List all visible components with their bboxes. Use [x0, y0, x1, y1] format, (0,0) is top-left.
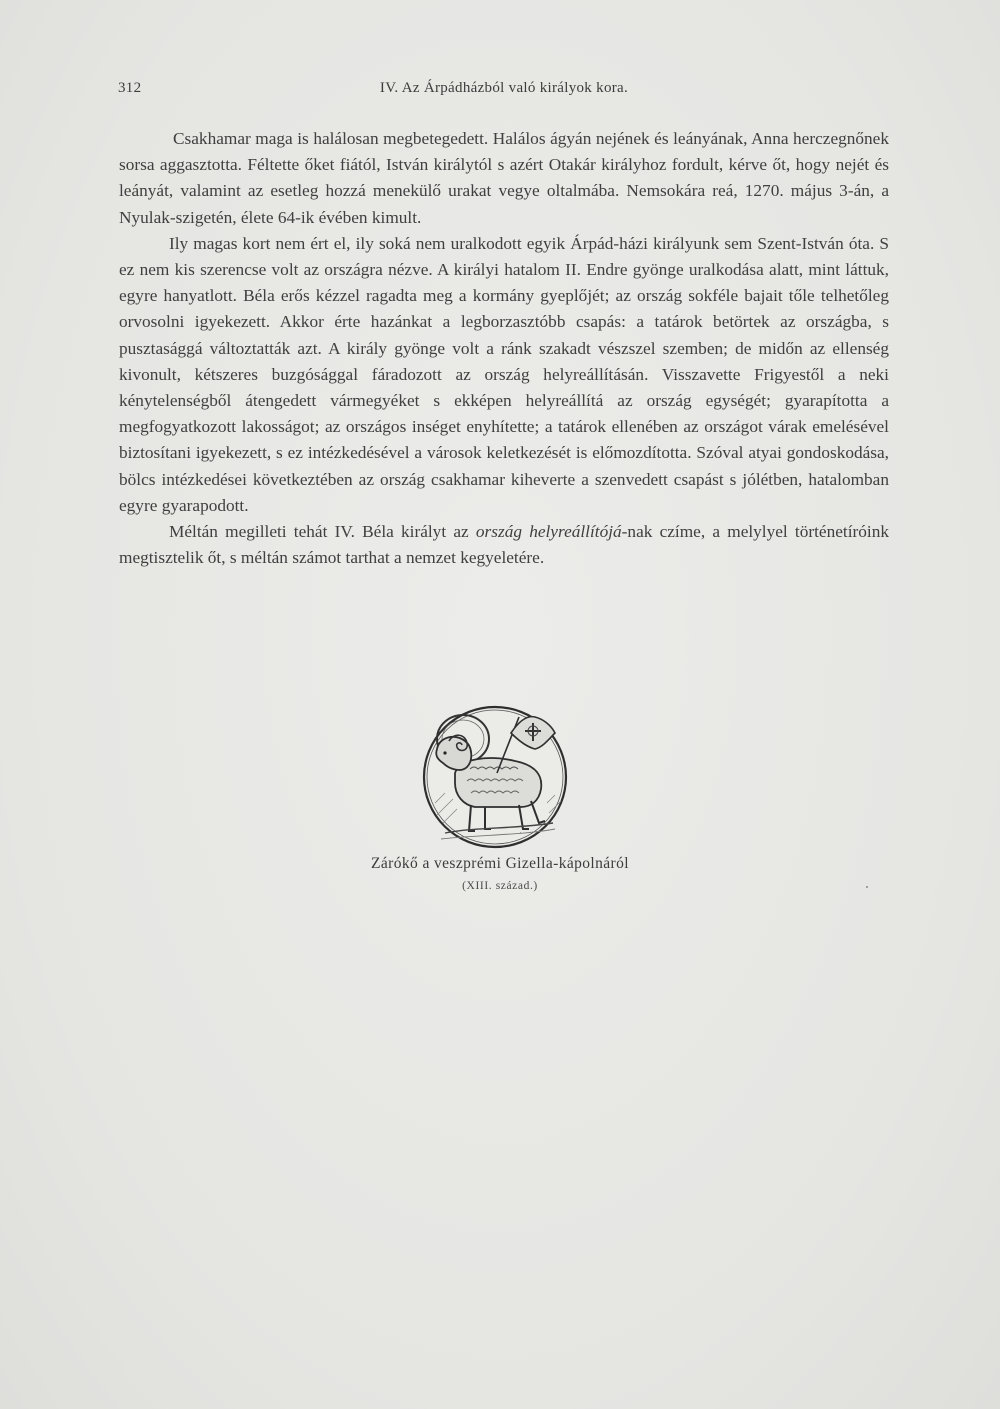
paper-speck	[866, 886, 868, 888]
paragraph-3-start: Méltán megilleti tehát IV. Béla királyt az	[169, 522, 476, 542]
paragraph-2: Ily magas kort nem ért el, ily soká nem uralkodott egyik Árpád-házi királyunk sem Szent-István óta. S ez nem kis szerencse volt az országra nézve. A királyi hatalom II. Endre gyönge uralkodása alatt, mint láttuk, egyre hanyatlott. Béla erős kézzel ragadta meg a kormány gyeplőjét; az ország sokféle bajait tőle telhetőleg orvosolni igyekezett. Akkor érte hazánkat a legborzasztóbb csapás: a tatárok betörtek az országba, s pusztasággá változtatták azt. A király gyönge volt a ránk szakadt vészszel szemben; de midőn az ellenség kivonult, kétszeres buzgósággal fáradozott az ország helyreállításán. Visszavette Frigyestől a neki kénytelenségből átengedett vármegyéket s ekképen helyreállítá az ország egységét; gyarapította a megfogyatkozott lakosságot; az országos inséget enyhítette; a tatárok ellenében az országot várak emelésével biztosítani igyekezett, s ez intézkedésével a városok keletkezését is előmozdította. Szóval atyai gondoskodása, bölcs intézkedései következtében az ország csakhamar kiheverte a szenvedett csapást s jólétben, hatalomban egyre gyarapodott.	[119, 233, 889, 515]
figure-caption: Zárókő a veszprémi Gizella-kápolnáról	[371, 855, 629, 872]
page-number: 312	[118, 80, 142, 96]
body-text	[119, 126, 889, 571]
paragraph-3-end: -nak czíme, a melylyel történetíróink megtisztelik őt, s méltán számot tarthat a nemzet kegyeletére.	[119, 522, 889, 568]
keystone-illustration	[415, 703, 575, 853]
paragraph-3-italic-title: ország helyreállítójá	[475, 522, 622, 542]
figure-caption-date: (XIII. század.)	[462, 880, 538, 892]
paragraph-3	[119, 519, 889, 571]
paragraph-1: Csakhamar maga is halálosan megbetegedett. Halálos ágyán nejének és leányának, Anna herczegnőnek sorsa aggasztotta. Féltette őket fiától, István királytól s azért Otakár királyhoz fordult, kérve őt, hogy nejét és leányát, valamint az esetleg hozzá menekülő urakat vegye oltalmába. Nemsokára reá, 1270. május 3-án, a Nyulak-szigetén, élete 64-ik évében kimult.	[119, 129, 889, 227]
chapter-title: IV. Az Árpádházból való királyok kora.	[379, 80, 629, 96]
paper-speck	[520, 832, 521, 833]
running-head	[118, 80, 888, 100]
lamb-emblem-icon	[415, 703, 575, 853]
